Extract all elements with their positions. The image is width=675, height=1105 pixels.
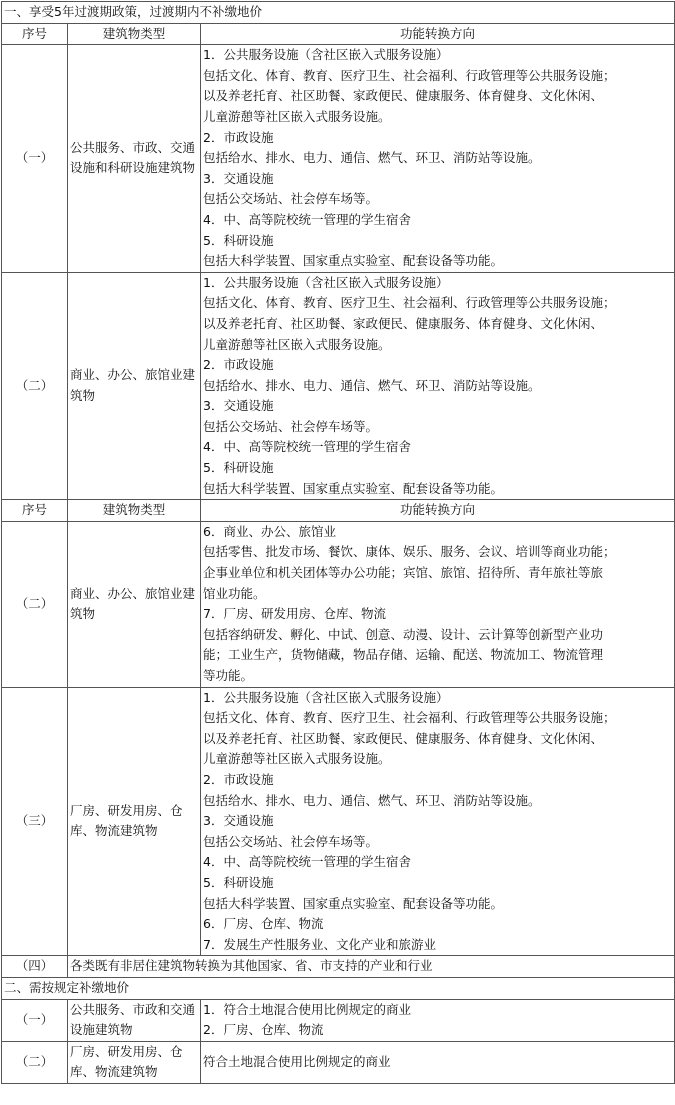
- function-line: 包括大科学装置、国家重点实验室、配套设备等功能。: [203, 895, 504, 911]
- function-line: 以及养老托育、社区助餐、家政便民、健康服务、体育健身、文化休闲、: [203, 315, 604, 331]
- row-number: （三）: [2, 687, 68, 956]
- header-row-repeat: [2, 500, 675, 522]
- function-line: 4．中、高等院校统一管理的学生宿舍: [203, 211, 411, 227]
- function-line: 2．市政设施: [203, 129, 274, 145]
- table-row: [2, 999, 675, 1041]
- function-line: 4．中、高等院校统一管理的学生宿舍: [203, 854, 411, 870]
- header-type: 建筑物类型: [68, 23, 201, 45]
- row-number: （二）: [2, 272, 68, 500]
- building-type: 公共服务、市政、交通设施和科研设施建筑物: [68, 45, 201, 273]
- function-line: 2．市政设施: [203, 771, 274, 787]
- function-line: 馆业功能。: [203, 585, 266, 601]
- section-two-row: [2, 977, 675, 999]
- function-line: 包括给水、排水、电力、通信、燃气、环卫、消防站等设施。: [203, 377, 541, 393]
- table-row: [2, 687, 675, 956]
- function-line: 1．符合土地混合使用比例规定的商业: [203, 1001, 411, 1017]
- function-line: 包括文化、体育、教育、医疗卫生、社会福利、行政管理等公共服务设施；: [203, 295, 616, 311]
- row-number: （一）: [2, 45, 68, 273]
- function-line: 3．交通设施: [203, 813, 274, 829]
- building-type: 厂房、研发用房、仓库、物流建筑物: [68, 1041, 201, 1083]
- building-type: 厂房、研发用房、仓库、物流建筑物: [68, 687, 201, 956]
- function-line: 等功能。: [203, 668, 254, 683]
- function-line: 包括给水、排水、电力、通信、燃气、环卫、消防站等设施。: [203, 150, 541, 166]
- table-row: [2, 272, 675, 500]
- function-line: 5．科研设施: [203, 232, 274, 248]
- function-line: 儿童游憩等社区嵌入式服务设施。: [203, 751, 391, 767]
- row-number: （一）: [2, 999, 68, 1041]
- function-directions: [201, 521, 675, 687]
- building-type: 公共服务、市政和交通设施建筑物: [68, 999, 201, 1041]
- function-line: 以及养老托育、社区助餐、家政便民、健康服务、体育健身、文化休闲、: [203, 730, 604, 746]
- header-num: 序号: [2, 500, 68, 522]
- section-one-row: [2, 2, 675, 24]
- function-line: 儿童游憩等社区嵌入式服务设施。: [203, 336, 391, 352]
- table-row: [2, 45, 675, 273]
- function-line: 能；工业生产，货物储藏，物品存储、运输、配送、物流加工、物流管理: [203, 647, 604, 663]
- function-directions: [201, 999, 675, 1041]
- row-number: （二）: [2, 1041, 68, 1083]
- function-line: 包括大科学装置、国家重点实验室、配套设备等功能。: [203, 480, 504, 496]
- function-line: 2．市政设施: [203, 357, 274, 373]
- table-row: [2, 1041, 675, 1083]
- function-line: 包括文化、体育、教育、医疗卫生、社会福利、行政管理等公共服务设施；: [203, 710, 616, 726]
- rows-group-a: [2, 45, 675, 500]
- function-directions: [201, 45, 675, 273]
- function-line: 7．厂房、研发用房、仓库、物流: [203, 606, 386, 622]
- function-line: 包括公交场站、社会停车场等。: [203, 418, 379, 434]
- function-directions: [201, 272, 675, 500]
- row-merged-text: 各类既有非居住建筑物转换为其他国家、省、市支持的产业和行业: [68, 956, 675, 978]
- function-line: 7．发展生产性服务业、文化产业和旅游业: [203, 936, 436, 952]
- function-line: 包括零售、批发市场、餐饮、康体、娱乐、服务、会议、培训等商业功能；: [203, 544, 616, 560]
- function-directions: [201, 1041, 675, 1083]
- function-line: 包括大科学装置、国家重点实验室、配套设备等功能。: [203, 253, 504, 269]
- header-type: 建筑物类型: [68, 500, 201, 522]
- function-line: 符合土地混合使用比例规定的商业: [203, 1053, 391, 1069]
- function-line: 2．厂房、仓库、物流: [203, 1022, 324, 1038]
- function-line: 6．厂房、仓库、物流: [203, 916, 324, 932]
- function-line: 6．商业、办公、旅馆业: [203, 523, 336, 539]
- function-line: 3．交通设施: [203, 398, 274, 414]
- function-line: 企事业单位和机关团体等办公功能；宾馆、旅馆、招待所、青年旅社等旅: [203, 565, 604, 581]
- section-two-title: 二、需按规定补缴地价: [2, 977, 675, 999]
- policy-table: [1, 1, 675, 1084]
- rows-group-c: [2, 999, 675, 1083]
- function-line: 以及养老托育、社区助餐、家政便民、健康服务、体育健身、文化休闲、: [203, 88, 604, 104]
- rows-group-b: [2, 521, 675, 955]
- function-line: 1．公共服务设施（含社区嵌入式服务设施）: [203, 47, 449, 63]
- header-func: 功能转换方向: [201, 23, 675, 45]
- header-num: 序号: [2, 23, 68, 45]
- function-line: 1．公共服务设施（含社区嵌入式服务设施）: [203, 274, 449, 290]
- function-line: 儿童游憩等社区嵌入式服务设施。: [203, 108, 391, 124]
- row-number: （二）: [2, 521, 68, 687]
- function-line: 1．公共服务设施（含社区嵌入式服务设施）: [203, 689, 449, 705]
- building-type: 商业、办公、旅馆业建筑物: [68, 272, 201, 500]
- header-func: 功能转换方向: [201, 500, 675, 522]
- function-line: 4．中、高等院校统一管理的学生宿舍: [203, 439, 411, 455]
- section-one-title: 一、享受5年过渡期政策，过渡期内不补缴地价: [2, 2, 675, 24]
- table-row: [2, 521, 675, 687]
- function-line: 包括公交场站、社会停车场等。: [203, 191, 379, 207]
- function-line: 3．交通设施: [203, 170, 274, 186]
- function-line: 包括文化、体育、教育、医疗卫生、社会福利、行政管理等公共服务设施；: [203, 67, 616, 83]
- function-line: 包括公交场站、社会停车场等。: [203, 833, 379, 849]
- function-line: 包括给水、排水、电力、通信、燃气、环卫、消防站等设施。: [203, 792, 541, 808]
- table-row-four: [2, 956, 675, 978]
- header-row: [2, 23, 675, 45]
- function-line: 5．科研设施: [203, 874, 274, 890]
- building-type: 商业、办公、旅馆业建筑物: [68, 521, 201, 687]
- row-number: （四）: [2, 956, 68, 978]
- function-directions: [201, 687, 675, 956]
- function-line: 5．科研设施: [203, 460, 274, 476]
- function-line: 包括容纳研发、孵化、中试、创意、动漫、设计、云计算等创新型产业功: [203, 626, 604, 642]
